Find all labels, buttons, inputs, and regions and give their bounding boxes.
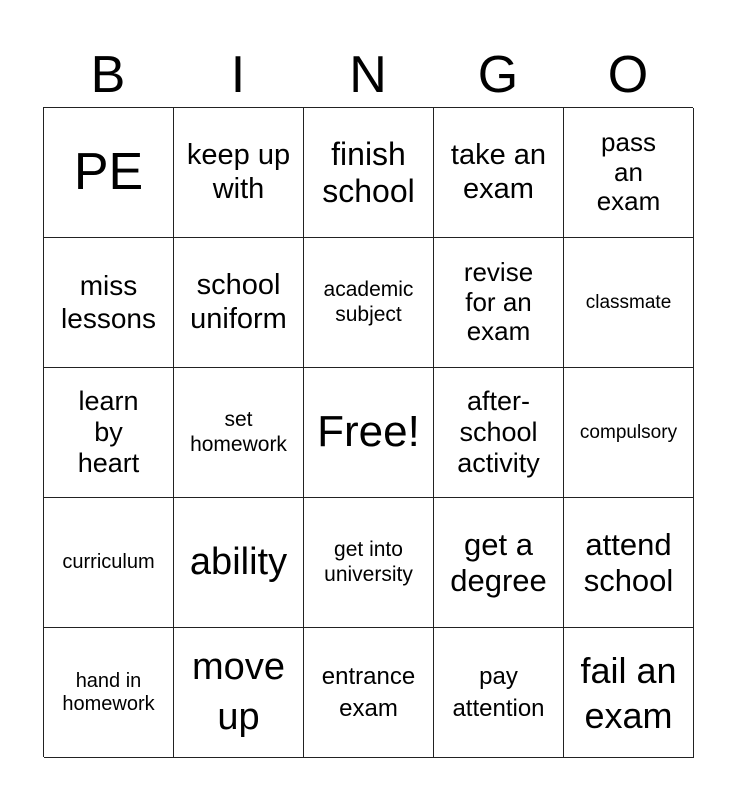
header-letter-i: I [230, 46, 246, 104]
bingo-cell-5-1[interactable] [44, 628, 174, 758]
cell-text: classmate [585, 291, 672, 313]
cell-text: get into university [324, 538, 413, 586]
bingo-cell-3-3[interactable] [304, 368, 434, 498]
cell-text: after-school activity [457, 385, 540, 479]
bingo-cell-2-4[interactable] [434, 238, 564, 368]
cell-text: entrance exam [321, 663, 416, 722]
bingo-cell-4-1[interactable] [44, 498, 174, 628]
cell-text: pay attention [452, 663, 545, 722]
cell-text: set homework [190, 408, 287, 456]
bingo-cell-3-2[interactable] [174, 368, 304, 498]
bingo-cell-1-4[interactable] [434, 108, 564, 238]
bingo-cell-1-5[interactable] [564, 108, 694, 238]
cell-text: attend school [583, 526, 674, 598]
cell-text: fail an exam [580, 649, 677, 736]
bingo-header [43, 42, 693, 108]
cell-text: hand in homework [62, 669, 155, 715]
cell-text: compulsory [579, 421, 678, 443]
cell-text: learn by heart [77, 385, 140, 479]
bingo-cell-2-5[interactable] [564, 238, 694, 368]
header-letter-b: B [90, 46, 126, 104]
cell-text: academic subject [323, 278, 414, 326]
cell-text: get a degree [450, 526, 547, 598]
bingo-cell-5-3[interactable] [304, 628, 434, 758]
cell-text: ability [189, 540, 288, 583]
header-letter-o: O [607, 46, 649, 104]
cell-text: keep up with [186, 139, 291, 205]
bingo-cell-1-2[interactable] [174, 108, 304, 238]
bingo-cell-4-3[interactable] [304, 498, 434, 628]
cell-text: school uniform [190, 269, 287, 335]
bingo-cell-3-5[interactable] [564, 368, 694, 498]
bingo-cell-2-1[interactable] [44, 238, 174, 368]
cell-text: curriculum [62, 551, 155, 573]
bingo-cell-2-2[interactable] [174, 238, 304, 368]
bingo-cell-5-5[interactable] [564, 628, 694, 758]
cell-text: take an exam [450, 139, 547, 205]
header-letter-n: N [349, 46, 387, 104]
cell-text: finish school [322, 135, 415, 209]
bingo-cell-1-3[interactable] [304, 108, 434, 238]
cell-text: PE [73, 142, 144, 201]
bingo-cell-2-3[interactable] [304, 238, 434, 368]
cell-text: move up [192, 646, 285, 738]
bingo-cell-3-1[interactable] [44, 368, 174, 498]
cell-text: pass an exam [596, 126, 661, 217]
bingo-cell-5-4[interactable] [434, 628, 564, 758]
bingo-cell-4-4[interactable] [434, 498, 564, 628]
bingo-cell-1-1[interactable] [44, 108, 174, 238]
bingo-cell-4-5[interactable] [564, 498, 694, 628]
cell-text: revise for an exam [463, 256, 534, 347]
bingo-grid [43, 107, 693, 757]
bingo-cell-5-2[interactable] [174, 628, 304, 758]
header-letter-g: G [477, 46, 519, 104]
bingo-cell-4-2[interactable] [174, 498, 304, 628]
cell-text: miss lessons [61, 270, 156, 334]
cell-text: Free! [317, 407, 420, 457]
bingo-cell-3-4[interactable] [434, 368, 564, 498]
